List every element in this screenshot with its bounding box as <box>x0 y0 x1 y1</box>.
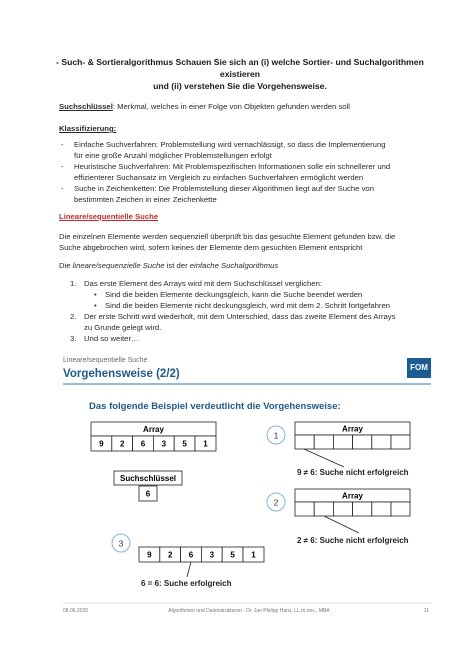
linear-search-note: Die lineare/sequenzielle Suche ist der einfache Suchalgorithmus <box>59 261 279 270</box>
step-item: 1. Das erste Element des Arrays wird mit dem Suchschlüssel verglichen: • Sind die beiden Elemente deckungsgleich, kann die Suche beendet werden • Sind die beiden Elemente nicht deckungsgleich, wird mit dem 2. Schritt fortgefahren <box>59 278 395 311</box>
step-1-bullet: • Sind die beiden Elemente nicht deckungsgleich, wird mit dem 2. Schritt fortgefahren <box>84 300 395 311</box>
array-cell <box>372 435 391 449</box>
slide-subtitle: Das folgende Beispiel verdeutlicht die Vorgehensweise: <box>89 401 341 412</box>
step-item: 2. Der erste Schritt wird wiederholt, mit dem Unterschied, dass das zweite Element des Arrays zu Grunde gelegt wird. <box>70 312 396 332</box>
search-key-value: 6 <box>145 489 151 499</box>
array-cell <box>353 502 372 516</box>
classification-heading: Klassifizierung: <box>59 124 117 133</box>
array-cell <box>295 435 314 449</box>
array-cell <box>314 435 333 449</box>
classification-item: - Heuristische Suchverfahren: Mit Problemspezifischen Informationen solle ein schnellerer und effizienterer Suchansatz im Vergleich zu einfachen Suchverfahren ermöglicht werden <box>59 161 390 183</box>
step-1-bullets <box>84 289 395 311</box>
array-cell <box>333 502 352 516</box>
array-cell <box>314 502 333 516</box>
step-1-array-label: Array <box>342 424 363 434</box>
classification-item: - Suche in Zeichenketten: Die Problemstellung dieser Algorithmen liegt auf der Suche von bestimmten Zeichen in einer Zeichenkette <box>59 183 390 205</box>
slide-footer-date: 08.06.2020 <box>63 608 89 614</box>
array-value: 5 <box>182 439 187 449</box>
search-key-label: Suchschlüssel <box>119 474 177 483</box>
array-cells <box>91 436 216 451</box>
slide-footer-lecture: Algorithmen und Datenstrukturen - Dr. Jan Philipp Hans, LL.m.oec., MBA <box>168 608 330 614</box>
linear-search-intro: Die einzelnen Elemente werden sequenziell überprüft bis das gesuchte Element gefunden bzw. die Suche abgebrochen wird, sofern keines der Elemente dem gesuchten Element entspricht <box>59 232 396 252</box>
linear-search-section <box>59 211 395 344</box>
step-2-pointer <box>324 516 359 533</box>
array-value: 2 <box>119 439 125 449</box>
array-value: 9 <box>99 439 104 449</box>
task-heading <box>40 56 440 92</box>
definition-term: Suchschlüssel <box>59 102 113 111</box>
slide-graphic <box>59 355 433 625</box>
embedded-slide <box>59 355 433 625</box>
slide-footer-page: 11 <box>423 608 429 614</box>
step-3-result: 6 = 6: Suche erfolgreich <box>141 579 232 588</box>
array-cell <box>391 502 410 516</box>
slide-title: Vorgehensweise (2/2) <box>63 368 180 380</box>
classification-list <box>59 139 390 205</box>
array-cell <box>353 435 372 449</box>
definition-text: : Merkmal, welches in einer Folge von Objekten gefunden werden soll <box>112 102 351 111</box>
slide-breadcrumb: Lineare/sequentielle Suche <box>63 357 148 364</box>
array-value: 6 <box>188 550 194 560</box>
array-value: 9 <box>147 550 152 560</box>
step-2-result: 2 ≠ 6: Suche nicht erfolgreich <box>297 536 409 545</box>
step-1-result: 9 ≠ 6: Suche nicht erfolgreich <box>297 468 409 477</box>
step-3-array-cells <box>139 547 264 562</box>
array-value: 3 <box>209 550 215 560</box>
task-heading-line-1: - Such- & Sortieralgorithmus Schauen Sie sich an (i) welche Sortier- und Suchalgorithmen existieren <box>56 57 424 79</box>
step-1-bullet: • Sind die beiden Elemente deckungsgleich, kann die Suche beendet werden <box>84 289 395 300</box>
array-value: 1 <box>203 439 208 449</box>
array-value: 6 <box>140 439 146 449</box>
linear-search-steps <box>59 278 395 344</box>
array-cell <box>372 502 391 516</box>
array-value: 2 <box>167 550 173 560</box>
array-label: Array <box>143 425 164 434</box>
array-value: 1 <box>251 550 256 560</box>
array-cell <box>391 435 410 449</box>
step-1-pointer <box>304 449 344 467</box>
array-cell <box>295 502 314 516</box>
step-1-array-cells <box>295 435 410 449</box>
array-value: 3 <box>161 439 167 449</box>
step-2-number: 2 <box>273 497 279 508</box>
step-item: 3. Und so weiter… <box>70 334 139 343</box>
definition-paragraph <box>59 101 350 112</box>
step-3-pointer <box>187 562 191 577</box>
step-1-number: 1 <box>273 430 279 441</box>
classification-section <box>59 123 390 205</box>
step-3-number: 3 <box>118 538 124 549</box>
task-heading-line-2: und (ii) verstehen Sie die Vorgehensweise. <box>153 81 327 91</box>
array-cell <box>333 435 352 449</box>
array-value: 5 <box>230 550 235 560</box>
classification-item: - Einfache Suchverfahren: Problemstellung wird vernachlässigt, so dass die Implementierung für eine große Anzahl möglicher Problemstellungen erfolgt <box>59 139 390 161</box>
fom-logo-text: FOM <box>410 363 428 372</box>
linear-search-heading: Lineare/sequentielle Suche <box>59 212 159 221</box>
step-2-array-label: Array <box>342 491 363 501</box>
step-2-array-cells <box>295 502 410 516</box>
